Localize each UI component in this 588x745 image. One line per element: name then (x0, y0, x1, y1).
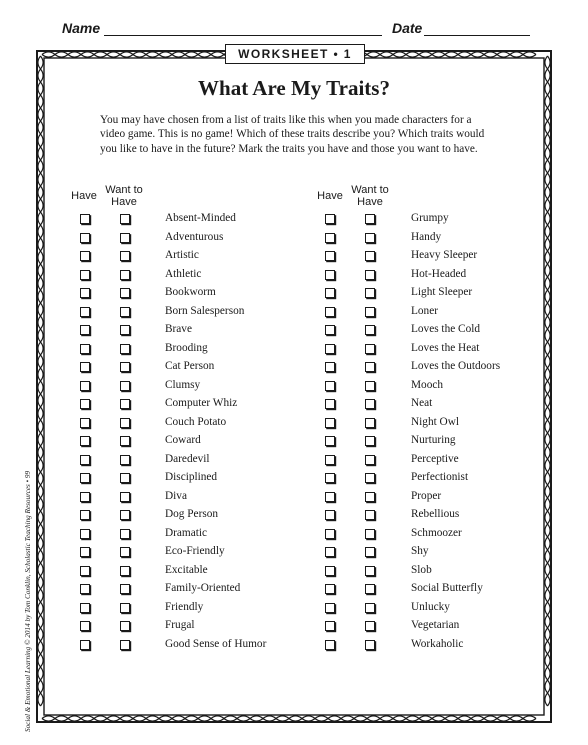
trait-row (36, 358, 552, 376)
want-checkbox[interactable] (365, 288, 375, 298)
trait-row (36, 321, 552, 339)
trait-row (36, 414, 552, 432)
want-checkbox[interactable] (365, 418, 375, 428)
trait-label: Brave (165, 323, 192, 335)
have-checkbox[interactable] (325, 362, 335, 372)
trait-row (36, 451, 552, 469)
trait-row (36, 284, 552, 302)
trait-label: Mooch (411, 378, 444, 391)
column-header-have-right: Have (317, 190, 343, 202)
trait-label: Friendly (165, 600, 204, 613)
have-checkbox[interactable] (325, 436, 335, 446)
want-checkbox[interactable] (365, 344, 375, 354)
trait-label: Born Salesperson (165, 304, 245, 317)
trait-row (36, 395, 552, 413)
trait-label: Shy (411, 545, 429, 557)
trait-label: Coward (165, 434, 201, 446)
trait-label: Loves the Cold (411, 323, 481, 335)
trait-label: Excitable (165, 563, 208, 576)
want-checkbox[interactable] (365, 621, 375, 631)
worksheet-frame (36, 47, 552, 723)
trait-row (36, 469, 552, 487)
trait-label: Clumsy (165, 378, 201, 391)
column-header-want-left: Want to Have (105, 184, 143, 208)
footer-credit: Social & Emotional Learning © 2014 by Tom Conklin, Scholastic Teaching Resources • 99 (24, 470, 32, 732)
trait-label: Night Owl (411, 415, 460, 428)
have-checkbox[interactable] (325, 270, 335, 280)
column-header-have-left: Have (71, 190, 97, 202)
want-checkbox[interactable] (365, 510, 375, 520)
want-checkbox[interactable] (365, 436, 375, 446)
want-checkbox[interactable] (365, 251, 375, 261)
have-checkbox[interactable] (325, 381, 335, 391)
want-checkbox[interactable] (365, 529, 375, 539)
name-field[interactable] (104, 35, 382, 36)
trait-row (36, 543, 552, 561)
trait-row (36, 599, 552, 617)
date-field[interactable] (424, 35, 530, 36)
have-checkbox[interactable] (325, 621, 335, 631)
have-checkbox[interactable] (325, 418, 335, 428)
want-checkbox[interactable] (365, 270, 375, 280)
want-checkbox[interactable] (365, 214, 375, 224)
trait-row (36, 303, 552, 321)
trait-label: Diva (165, 489, 187, 502)
have-checkbox[interactable] (325, 473, 335, 483)
trait-row (36, 340, 552, 358)
border-chain (42, 719, 536, 722)
have-checkbox[interactable] (325, 547, 335, 557)
intro-text: You may have chosen from a list of traits like this when you made characters for a video game. This is no game! Which of these traits describe you? Which traits would you like to have in the future? Mark the traits you have and those you want to have. (100, 114, 485, 155)
trait-label: Eco-Friendly (165, 545, 225, 557)
trait-row (36, 580, 552, 598)
trait-label: Perceptive (411, 452, 459, 465)
trait-label: Proper (411, 489, 442, 502)
have-checkbox[interactable] (325, 584, 335, 594)
trait-label: Adventurous (165, 230, 224, 243)
trait-row (36, 432, 552, 450)
want-checkbox[interactable] (365, 307, 375, 317)
want-checkbox[interactable] (365, 603, 375, 613)
trait-row (36, 525, 552, 543)
have-checkbox[interactable] (325, 214, 335, 224)
have-checkbox[interactable] (325, 251, 335, 261)
have-checkbox[interactable] (325, 455, 335, 465)
side-credit (24, 448, 36, 732)
trait-label: Neat (411, 397, 433, 409)
want-checkbox[interactable] (365, 233, 375, 243)
trait-label: Rebellious (411, 508, 460, 520)
want-checkbox[interactable] (365, 566, 375, 576)
want-checkbox[interactable] (365, 325, 375, 335)
trait-label: Schmoozer (411, 526, 462, 539)
have-checkbox[interactable] (325, 344, 335, 354)
trait-label: Loves the Heat (411, 341, 480, 354)
trait-label: Loner (411, 304, 438, 317)
trait-label: Heavy Sleeper (411, 249, 478, 261)
trait-label: Vegetarian (411, 619, 460, 631)
have-checkbox[interactable] (325, 529, 335, 539)
trait-row (36, 229, 552, 247)
trait-row (36, 562, 552, 580)
trait-row (36, 247, 552, 265)
trait-label: Grumpy (411, 212, 449, 224)
trait-row (36, 488, 552, 506)
trait-label: Nurturing (411, 434, 456, 446)
want-checkbox[interactable] (365, 362, 375, 372)
column-header-want-right: Want to Have (351, 184, 389, 208)
trait-label: Workaholic (411, 637, 464, 650)
trait-label: Couch Potato (165, 415, 227, 428)
want-checkbox[interactable] (365, 640, 375, 650)
trait-label: Good Sense of Humor (165, 637, 267, 650)
page-title: What Are My Traits? (198, 76, 390, 100)
trait-label: Absent-Minded (165, 212, 236, 224)
have-checkbox[interactable] (325, 288, 335, 298)
trait-label: Handy (411, 230, 442, 243)
have-checkbox[interactable] (325, 233, 335, 243)
trait-label: Slob (411, 563, 432, 576)
trait-label: Family-Oriented (165, 582, 241, 594)
trait-label: Athletic (165, 267, 202, 280)
have-checkbox[interactable] (325, 603, 335, 613)
trait-label: Frugal (165, 619, 195, 631)
trait-label: Daredevil (165, 452, 210, 465)
trait-label: Disciplined (165, 471, 218, 483)
trait-label: Dog Person (165, 508, 219, 520)
trait-row (36, 617, 552, 635)
trait-row (36, 210, 552, 228)
trait-label: Perfectionist (411, 471, 469, 483)
trait-row (36, 266, 552, 284)
trait-label: Computer Whiz (165, 397, 238, 409)
want-checkbox[interactable] (365, 381, 375, 391)
want-checkbox[interactable] (365, 455, 375, 465)
trait-label: Light Sleeper (411, 286, 473, 298)
trait-label: Brooding (165, 341, 208, 354)
want-checkbox[interactable] (365, 492, 375, 502)
trait-label: Artistic (165, 249, 199, 261)
have-checkbox[interactable] (325, 566, 335, 576)
have-checkbox[interactable] (325, 510, 335, 520)
have-checkbox[interactable] (325, 307, 335, 317)
trait-label: Dramatic (165, 526, 208, 539)
trait-label: Unlucky (411, 600, 450, 613)
have-checkbox[interactable] (325, 640, 335, 650)
header-line (0, 20, 588, 44)
trait-row (36, 506, 552, 524)
trait-row (36, 636, 552, 654)
name-label: Name (62, 20, 101, 36)
want-checkbox[interactable] (365, 547, 375, 557)
trait-label: Social Butterfly (411, 582, 483, 594)
trait-label: Cat Person (165, 360, 215, 372)
trait-label: Bookworm (165, 286, 216, 298)
worksheet-label: WORKSHEET • 1 (225, 44, 365, 64)
want-checkbox[interactable] (365, 473, 375, 483)
have-checkbox[interactable] (325, 492, 335, 502)
trait-row (36, 377, 552, 395)
date-label: Date (392, 20, 423, 36)
have-checkbox[interactable] (325, 399, 335, 409)
trait-label: Loves the Outdoors (411, 360, 501, 372)
trait-label: Hot-Headed (411, 267, 467, 280)
have-checkbox[interactable] (325, 325, 335, 335)
want-checkbox[interactable] (365, 399, 375, 409)
want-checkbox[interactable] (365, 584, 375, 594)
